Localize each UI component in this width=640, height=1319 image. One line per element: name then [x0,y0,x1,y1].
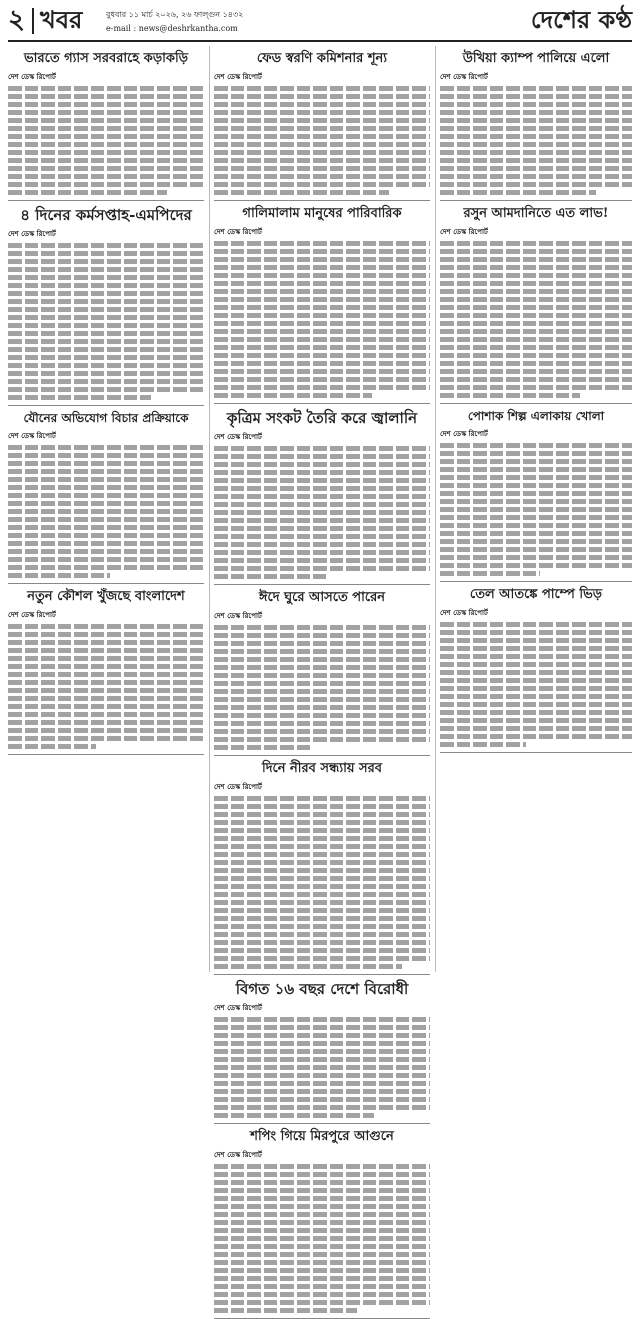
masthead-divider [32,8,34,34]
article-headline[interactable]: দিনে নীরব সন্ধ্যায় সরব [261,761,383,777]
article-body [440,622,632,747]
article-byline: দেশ ডেস্ক রিপোর্ট [8,230,56,239]
article-divider [440,403,632,404]
article-byline: দেশ ডেস্ক রিপোর্ট [214,227,262,236]
article [214,591,430,756]
article-body [8,624,204,749]
article-body [214,1164,430,1313]
article-divider [8,405,204,406]
article-byline: দেশ ডেস্ক রিপোর্ট [440,72,488,81]
column-rule [209,46,210,972]
article-body [440,443,632,576]
article-byline: দেশ ডেস্ক রিপোর্ট [214,433,262,442]
article-byline: দেশ ডেস্ক রিপোর্ট [214,1151,262,1160]
article-byline: দেশ ডেস্ক রিপোর্ট [440,608,488,617]
article-headline[interactable]: কৃত্রিম সংকট তৈরি করে জ্বালানি [226,408,418,427]
article-headline[interactable]: পোশাক শিল্প এলাকায় খোলা [467,408,605,423]
article-headline[interactable]: গালিমালাম মানুষের পারিবারিক [242,205,402,221]
article-body [8,445,204,578]
article-divider [214,974,430,975]
page-number: ২ [8,5,25,35]
article-byline: দেশ ডেস্ক রিপোর্ট [214,1004,262,1013]
newspaper-logo: দেশের কণ্ঠ [530,5,632,34]
article-body [214,1017,430,1118]
article-body [214,446,430,579]
article-headline[interactable]: ফেড স্বরণি কমিশনার শূন্য [256,51,388,66]
article-headline[interactable]: ভারতে গ্যাস সরবরাহে কড়াকড়ি [24,51,188,66]
column-rule [435,46,436,972]
article [8,412,204,584]
article-body [440,241,632,398]
article-divider [8,200,204,201]
email-line: e-mail : news@deshrkantha.com [106,24,238,33]
article [214,410,430,585]
article-body [214,625,430,750]
article [214,207,430,404]
article-divider [214,403,430,404]
article [8,52,204,201]
column-right [440,46,632,972]
article-headline[interactable]: বিগত ১৬ বছর দেশে বিরোধী [235,980,409,998]
section-title: খবর [40,5,83,34]
article [214,981,430,1124]
article [440,410,632,582]
article-divider [214,584,430,585]
article-divider [8,583,204,584]
article [8,207,204,406]
article-divider [440,581,632,582]
article [440,52,632,201]
article-headline[interactable]: রসুন আমদানিতে এত লাভ! [463,205,609,221]
article-divider [8,754,204,755]
column-left [8,46,204,972]
article-headline[interactable]: নতুন কৌশল খুঁজছে বাংলাদেশ [27,588,185,604]
article-body [214,241,430,398]
article-body [8,86,204,195]
article-headline[interactable]: যৌনের অভিযোগ বিচার প্রক্রিয়াকে [23,411,189,426]
article-body [214,86,430,195]
article [214,1130,430,1319]
article-divider [214,1123,430,1124]
article-divider [440,200,632,201]
article [440,588,632,753]
article-byline: দেশ ডেস্ক রিপোর্ট [8,72,56,81]
article [214,762,430,975]
article [8,590,204,755]
article-divider [214,755,430,756]
article-byline: দেশ ডেস্ক রিপোর্ট [214,612,262,621]
article-byline: দেশ ডেস্ক রিপোর্ট [8,610,56,619]
article [440,207,632,404]
article-body [440,86,632,195]
article [214,52,430,201]
masthead [8,4,632,42]
article-headline[interactable]: শপিং গিয়ে মিরপুরে আগুনে [250,1129,394,1145]
article-headline[interactable]: ৪ দিনের কর্মসপ্তাহ-এমপিদের [20,205,192,224]
article-body [214,796,430,969]
article-divider [214,200,430,201]
article-body [8,243,204,400]
article-headline[interactable]: ঈদে ঘুরে আসতে পারেন [259,590,385,606]
article-byline: দেশ ডেস্ক রিপোর্ট [440,429,488,438]
article-byline: দেশ ডেস্ক রিপোর্ট [8,431,56,440]
dateline: বুধবার ১১ মার্চ ২০২৬, ২৬ ফাল্গুন ১৪৩২ [106,10,244,19]
article-divider [440,752,632,753]
article-byline: দেশ ডেস্ক রিপোর্ট [214,783,262,791]
article-byline: দেশ ডেস্ক রিপোর্ট [440,227,488,236]
article-headline[interactable]: তেল আতঙ্কে পাম্পে ভিড় [469,586,603,602]
article-headline[interactable]: উখিয়া ক্যাম্প পালিয়ে এলো [462,51,610,66]
article-byline: দেশ ডেস্ক রিপোর্ট [214,72,262,81]
column-middle [214,46,430,1160]
